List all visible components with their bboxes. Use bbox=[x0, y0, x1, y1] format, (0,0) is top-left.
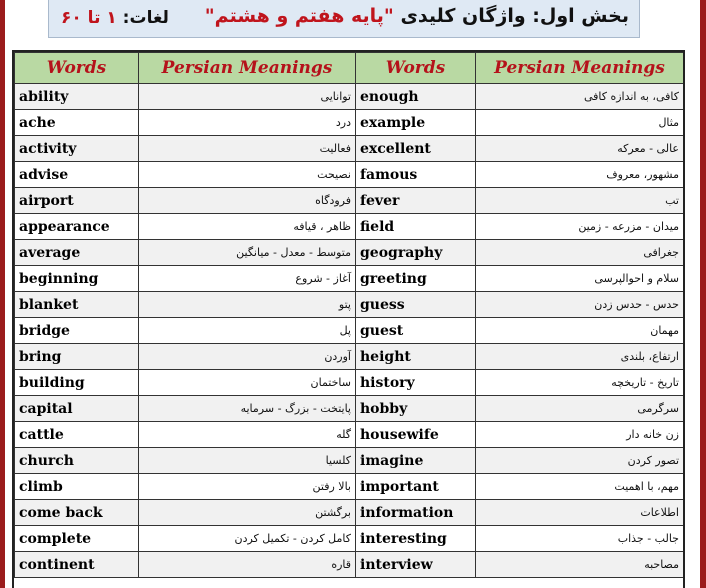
word-cell: history bbox=[356, 370, 476, 396]
header-words-2: Words bbox=[356, 53, 476, 84]
word-cell: interview bbox=[356, 552, 476, 578]
meaning-cell: نصیحت bbox=[139, 162, 356, 188]
word-cell: airport bbox=[15, 188, 139, 214]
table-row bbox=[15, 318, 684, 344]
meaning-cell: حدس - حدس زدن bbox=[476, 292, 684, 318]
word-cell: beginning bbox=[15, 266, 139, 292]
table-row bbox=[15, 474, 684, 500]
word-cell: advise bbox=[15, 162, 139, 188]
meaning-cell: برگشتن bbox=[139, 500, 356, 526]
section-title-prefix: بخش اول: واژگان کلیدی bbox=[393, 5, 629, 27]
word-cell: church bbox=[15, 448, 139, 474]
meaning-cell: جغرافی bbox=[476, 240, 684, 266]
header-words-1: Words bbox=[15, 53, 139, 84]
word-cell: information bbox=[356, 500, 476, 526]
meaning-cell: فرودگاه bbox=[139, 188, 356, 214]
table-body bbox=[15, 84, 684, 578]
meaning-cell: اطلاعات bbox=[476, 500, 684, 526]
page-border-right bbox=[700, 0, 706, 588]
table-row bbox=[15, 188, 684, 214]
word-cell: enough bbox=[356, 84, 476, 110]
meaning-cell: ارتفاع، بلندی bbox=[476, 344, 684, 370]
section-header bbox=[48, 0, 640, 38]
table-row bbox=[15, 84, 684, 110]
vocabulary-table bbox=[14, 52, 684, 578]
word-cell: guess bbox=[356, 292, 476, 318]
word-cell: imagine bbox=[356, 448, 476, 474]
word-cell: average bbox=[15, 240, 139, 266]
word-cell: ability bbox=[15, 84, 139, 110]
meaning-cell: مثال bbox=[476, 110, 684, 136]
table-row bbox=[15, 500, 684, 526]
meaning-cell: تب bbox=[476, 188, 684, 214]
word-cell: fever bbox=[356, 188, 476, 214]
meaning-cell: مهمان bbox=[476, 318, 684, 344]
word-cell: excellent bbox=[356, 136, 476, 162]
word-range-value: ۱ تا ۶۰ bbox=[61, 8, 117, 28]
meaning-cell: مشهور، معروف bbox=[476, 162, 684, 188]
word-range bbox=[61, 8, 169, 28]
meaning-cell: تاریخ - تاریخچه bbox=[476, 370, 684, 396]
table-row bbox=[15, 344, 684, 370]
header-meanings-2: Persian Meanings bbox=[476, 53, 684, 84]
word-cell: geography bbox=[356, 240, 476, 266]
word-range-label: لغات: bbox=[116, 8, 169, 28]
table-row bbox=[15, 526, 684, 552]
table-row bbox=[15, 136, 684, 162]
table-row bbox=[15, 240, 684, 266]
table-row bbox=[15, 370, 684, 396]
word-cell: important bbox=[356, 474, 476, 500]
meaning-cell: متوسط - معدل - میانگین bbox=[139, 240, 356, 266]
word-cell: interesting bbox=[356, 526, 476, 552]
section-title bbox=[205, 5, 629, 27]
meaning-cell: پل bbox=[139, 318, 356, 344]
table-header-row bbox=[15, 53, 684, 84]
meaning-cell: فعالیت bbox=[139, 136, 356, 162]
table-row bbox=[15, 552, 684, 578]
meaning-cell: کافی، به اندازه کافی bbox=[476, 84, 684, 110]
word-cell: climb bbox=[15, 474, 139, 500]
meaning-cell: کامل کردن - تکمیل کردن bbox=[139, 526, 356, 552]
meaning-cell: پتو bbox=[139, 292, 356, 318]
meaning-cell: درد bbox=[139, 110, 356, 136]
meaning-cell: سلام و احوالپرسی bbox=[476, 266, 684, 292]
meaning-cell: توانایی bbox=[139, 84, 356, 110]
word-cell: greeting bbox=[356, 266, 476, 292]
meaning-cell: قاره bbox=[139, 552, 356, 578]
meaning-cell: بالا رفتن bbox=[139, 474, 356, 500]
word-cell: bridge bbox=[15, 318, 139, 344]
meaning-cell: پایتخت - بزرگ - سرمایه bbox=[139, 396, 356, 422]
meaning-cell: گله bbox=[139, 422, 356, 448]
word-cell: blanket bbox=[15, 292, 139, 318]
word-cell: hobby bbox=[356, 396, 476, 422]
word-cell: appearance bbox=[15, 214, 139, 240]
word-cell: capital bbox=[15, 396, 139, 422]
word-cell: famous bbox=[356, 162, 476, 188]
word-cell: bring bbox=[15, 344, 139, 370]
table-row bbox=[15, 162, 684, 188]
word-cell: complete bbox=[15, 526, 139, 552]
table-row bbox=[15, 266, 684, 292]
vocabulary-table-container bbox=[12, 50, 685, 588]
word-cell: guest bbox=[356, 318, 476, 344]
meaning-cell: مهم، با اهمیت bbox=[476, 474, 684, 500]
meaning-cell: کلسیا bbox=[139, 448, 356, 474]
word-cell: activity bbox=[15, 136, 139, 162]
word-cell: example bbox=[356, 110, 476, 136]
meaning-cell: سرگرمی bbox=[476, 396, 684, 422]
word-cell: field bbox=[356, 214, 476, 240]
meaning-cell: زن خانه دار bbox=[476, 422, 684, 448]
meaning-cell: مصاحبه bbox=[476, 552, 684, 578]
word-cell: cattle bbox=[15, 422, 139, 448]
meaning-cell: ساختمان bbox=[139, 370, 356, 396]
meaning-cell: جالب - جذاب bbox=[476, 526, 684, 552]
meaning-cell: ظاهر ، قیافه bbox=[139, 214, 356, 240]
table-row bbox=[15, 292, 684, 318]
meaning-cell: تصور کردن bbox=[476, 448, 684, 474]
word-cell: height bbox=[356, 344, 476, 370]
word-cell: housewife bbox=[356, 422, 476, 448]
meaning-cell: آوردن bbox=[139, 344, 356, 370]
meaning-cell: عالی - معرکه bbox=[476, 136, 684, 162]
table-row bbox=[15, 110, 684, 136]
word-cell: continent bbox=[15, 552, 139, 578]
table-row bbox=[15, 422, 684, 448]
meaning-cell: میدان - مزرعه - زمین bbox=[476, 214, 684, 240]
header-meanings-1: Persian Meanings bbox=[139, 53, 356, 84]
table-row bbox=[15, 396, 684, 422]
page-border-left bbox=[0, 0, 5, 588]
word-cell: building bbox=[15, 370, 139, 396]
meaning-cell: آغاز - شروع bbox=[139, 266, 356, 292]
word-cell: ache bbox=[15, 110, 139, 136]
section-title-highlight: "پایه هفتم و هشتم" bbox=[204, 5, 394, 27]
table-row bbox=[15, 448, 684, 474]
table-row bbox=[15, 214, 684, 240]
word-cell: come back bbox=[15, 500, 139, 526]
